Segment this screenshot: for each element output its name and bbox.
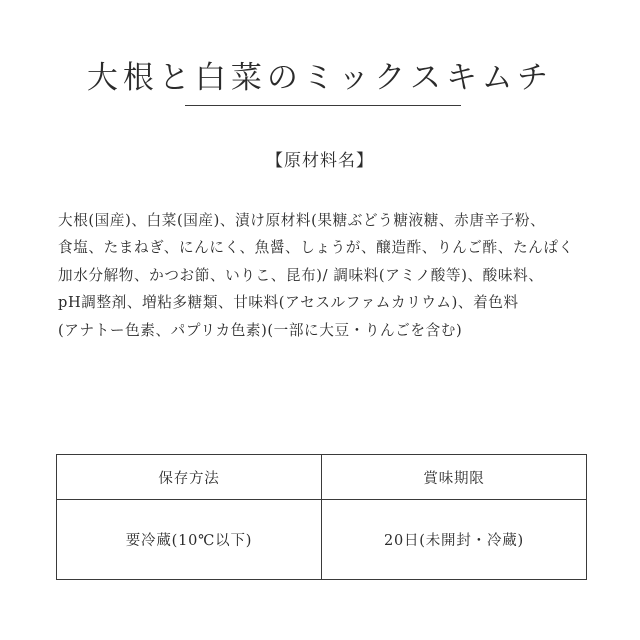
ingredients-line: pH調整剤、増粘多糖類、甘味料(アセスルファムカリウム)、着色料 [58,294,519,312]
storage-info-table [56,454,587,580]
ingredients-line: 大根(国産)、白菜(国産)、漬け原材料(果糖ぶどう糖液糖、赤唐辛子粉、 [58,212,546,229]
storage-method-header: 保存方法 [57,455,322,500]
table-header-row [57,455,587,500]
ingredients-list [58,207,618,344]
best-before-value: 20日(未開封・冷蔵) [322,500,587,580]
ingredients-line: 加水分解物、かつお節、いりこ、昆布)/ 調味料(アミノ酸等)、酸味料、 [58,266,544,284]
page-title: 大根と白菜のミックスキムチ [86,60,554,96]
ingredients-heading: 【原材料名】 [266,151,374,171]
title-divider [185,105,461,106]
table-row [57,500,587,580]
storage-method-value: 要冷蔵(10℃以下) [57,500,322,580]
ingredients-line: (アナトー色素、パプリカ色素)(一部に大豆・りんごを含む) [58,321,463,339]
best-before-header: 賞味期限 [322,455,587,500]
ingredients-line: 食塩、たまねぎ、にんにく、魚醤、しょうが、醸造酢、りんご酢、たんぱく [58,239,574,257]
